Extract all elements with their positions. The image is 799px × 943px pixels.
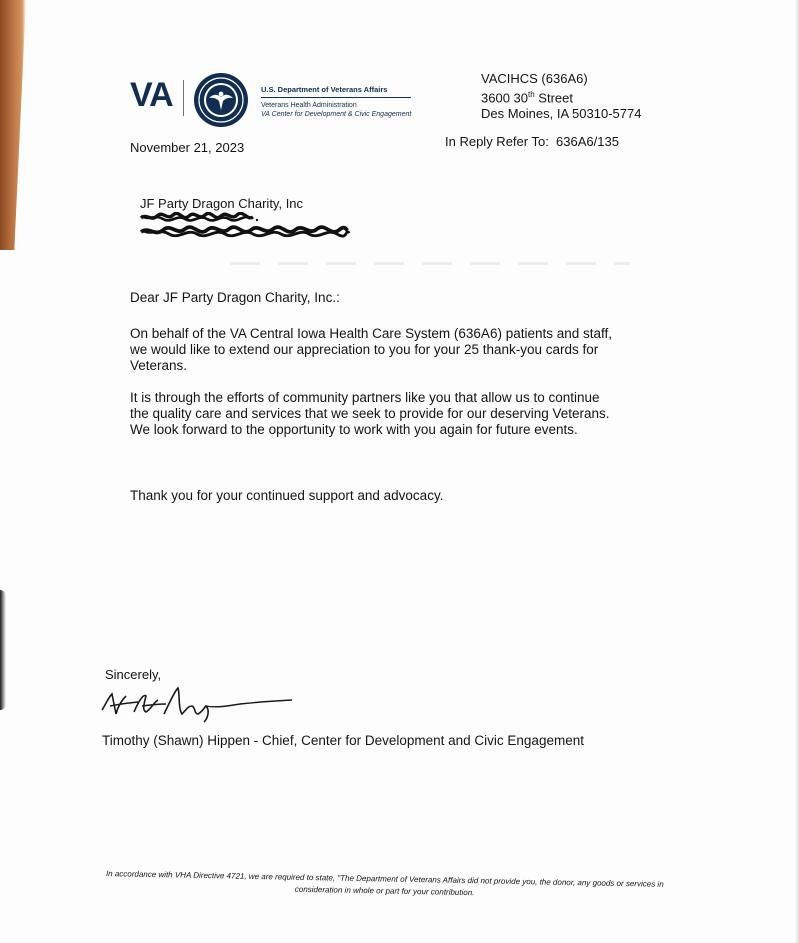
redaction-scribble-2	[139, 225, 351, 238]
reference-label: In Reply Refer To:	[445, 134, 549, 149]
recipient-name: JF Party Dragon Charity, Inc	[140, 196, 304, 211]
administration-name: Veterans Health Administration	[261, 102, 357, 109]
address-line-2: 3600 30th Street	[481, 90, 573, 106]
body-paragraph-2: It is through the efforts of community partners like you that allow us to continue the quality care and services that we seek to provide for our deserving Veterans. We look forward to the opportunity to work with you again for future events.	[130, 390, 610, 437]
paper-edge-right	[795, 0, 799, 943]
wood-table-edge-top	[0, 0, 26, 250]
footer-disclaimer: In accordance with VHA Directive 4721, we are required to state, "The Department of Veterans Affairs did not provide you, the donor, any goods or services in consideration in whole or part for your contribution.	[105, 869, 664, 898]
address-line-1: VACIHCS (636A6)	[481, 71, 588, 86]
sender-address	[481, 71, 641, 122]
reference-code: 636A6/135	[556, 134, 619, 149]
address-line-3: Des Moines, IA 50310-5774	[481, 106, 642, 122]
department-rule	[261, 97, 411, 98]
body-paragraph-1: On behalf of the VA Central Iowa Health Care System (636A6) patients and staff, we would like to extend our appreciation to you for your 25 thank-you cards for Veterans.	[130, 326, 613, 373]
ordinal-suffix: th	[528, 90, 535, 99]
letterhead-department-block	[261, 85, 411, 119]
letter-date: November 21, 2023	[130, 140, 245, 155]
signer-name-title: Timothy (Shawn) Hippen - Chief, Center for Development and Civic Engagement	[102, 733, 584, 748]
shadow-edge-left	[0, 590, 6, 710]
va-logo: VA	[130, 76, 173, 114]
closing-line: Thank you for your continued support and advocacy.	[130, 488, 444, 503]
department-name: U.S. Department of Veterans Affairs	[261, 85, 388, 94]
redaction-scribble-1	[139, 212, 259, 223]
sign-off: Sincerely,	[105, 667, 162, 682]
center-name: VA Center for Development & Civic Engagement	[261, 111, 412, 118]
handwritten-signature	[98, 684, 298, 728]
bleed-through-marks	[230, 262, 630, 265]
va-seal-icon	[193, 72, 249, 128]
salutation: Dear JF Party Dragon Charity, Inc.:	[130, 290, 340, 305]
logo-divider	[183, 80, 184, 116]
reference-line	[445, 134, 619, 149]
